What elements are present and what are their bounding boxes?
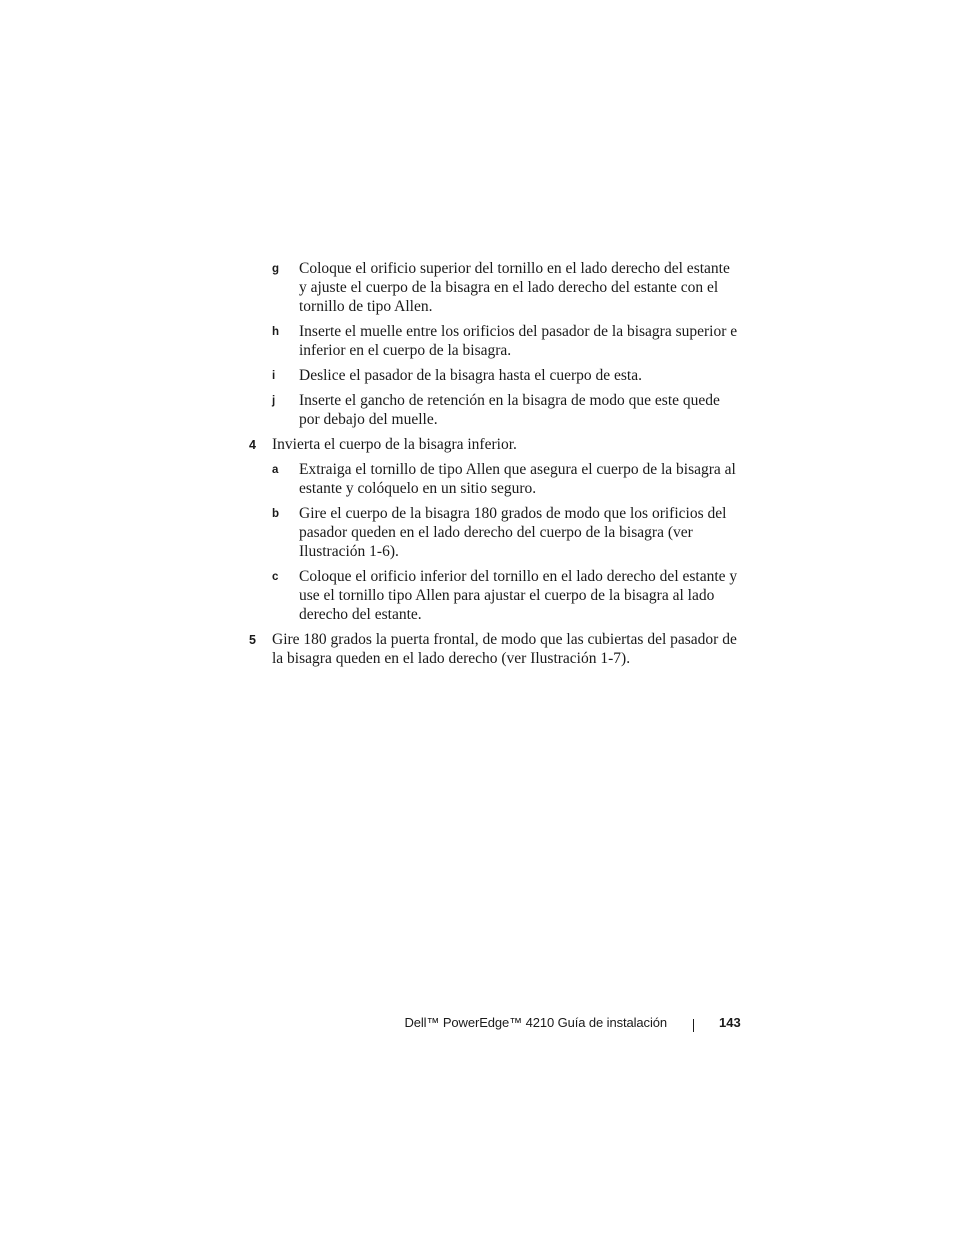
substep-text: Coloque el orificio superior del tornillo en el lado derecho del estante y ajuste el cuerpo de la bisagra en el lado derecho del estante con el tornillo de tipo Allen. xyxy=(299,260,730,315)
substep-c xyxy=(249,567,741,624)
substep-marker: h xyxy=(272,326,280,338)
substep-marker: b xyxy=(272,508,280,520)
page-footer xyxy=(0,1015,954,1035)
substep-text: Inserte el gancho de retención en la bisagra de modo que este quede por debajo del muelle. xyxy=(299,392,720,428)
substep-marker: a xyxy=(272,464,279,476)
substep-marker: g xyxy=(272,263,280,275)
substep-h xyxy=(249,322,741,360)
step-5 xyxy=(249,630,741,668)
substep-g xyxy=(249,259,741,316)
step-4 xyxy=(249,435,741,454)
substep-j xyxy=(249,391,741,429)
substep-marker: i xyxy=(272,370,276,382)
page-number: 143 xyxy=(719,1015,741,1030)
substep-marker: c xyxy=(272,571,279,583)
substep-text: Coloque el orificio inferior del tornillo en el lado derecho del estante y use el tornillo tipo Allen para ajustar el cuerpo de la bisagra al lado derecho del estante. xyxy=(299,568,738,623)
substep-text: Inserte el muelle entre los orificios del pasador de la bisagra superior e inferior en el cuerpo de la bisagra. xyxy=(299,323,738,359)
substep-marker: j xyxy=(272,395,276,407)
substep-i xyxy=(249,366,741,385)
footer-title: Dell™ PowerEdge™ 4210 Guía de instalación xyxy=(404,1015,667,1030)
substep-text: Deslice el pasador de la bisagra hasta el cuerpo de esta. xyxy=(299,367,642,384)
substep-b xyxy=(249,504,741,561)
substep-text: Extraiga el tornillo de tipo Allen que asegura el cuerpo de la bisagra al estante y colóquelo en un sitio seguro. xyxy=(299,461,736,497)
step-marker: 4 xyxy=(249,438,256,452)
step-text: Invierta el cuerpo de la bisagra inferior. xyxy=(272,436,517,453)
step-marker: 5 xyxy=(249,633,256,647)
instruction-list xyxy=(249,259,741,668)
substep-text: Gire el cuerpo de la bisagra 180 grados de modo que los orificios del pasador queden en el lado derecho del cuerpo de la bisagra (ver Ilustración 1-6). xyxy=(299,505,727,560)
substep-a xyxy=(249,460,741,498)
footer-divider xyxy=(693,1019,694,1032)
step-text: Gire 180 grados la puerta frontal, de modo que las cubiertas del pasador de la bisagra queden en el lado derecho (ver Ilustración 1-7). xyxy=(272,631,737,667)
